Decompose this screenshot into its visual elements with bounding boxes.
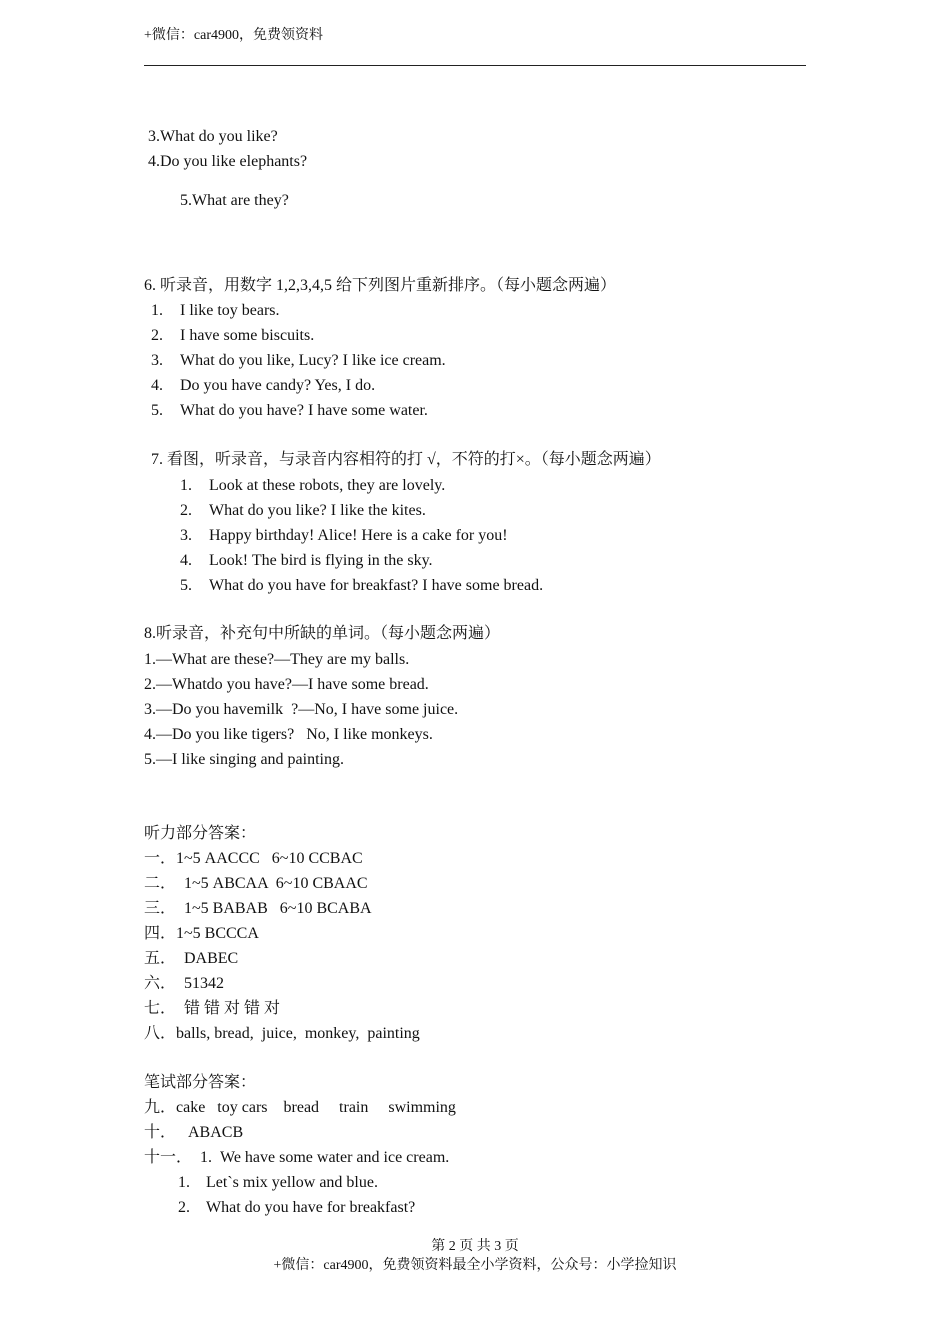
question-5: 5.What are they?	[180, 192, 289, 209]
list-item: 1.—What are these?—They are my balls.	[144, 651, 410, 668]
header-text: +微信：car4900，免费领资料	[144, 28, 323, 43]
section6-title: 6. 听录音，用数字 1,2,3,4,5 给下列图片重新排序。（每小题念两遍）	[144, 277, 617, 294]
list-item-number: 1.	[180, 477, 192, 494]
listening-answers-title: 听力部分答案：	[144, 825, 257, 842]
list-item: 5.—I like singing and painting.	[144, 751, 344, 768]
answer-line: 三． 1~5 BABAB 6~10 BCABA	[144, 900, 372, 917]
section8-title: 8.听录音，补充句中所缺的单词。（每小题念两遍）	[144, 625, 501, 642]
answer-line: 一．1~5 AACCC 6~10 CCBAC	[144, 850, 363, 867]
list-item: What do you have for breakfast? I have some bread.	[209, 577, 544, 594]
answer-line: 四．1~5 BCCCA	[144, 925, 259, 942]
list-item-number: 3.	[151, 352, 163, 369]
list-item-number: 2.	[178, 1199, 190, 1216]
section7-title: 7. 看图，听录音，与录音内容相符的打 √，不符的打×。（每小题念两遍）	[151, 451, 661, 468]
list-item: 4.—Do you like tigers? No, I like monkeys.	[144, 726, 433, 743]
answer-line: 十． ABACB	[144, 1124, 244, 1141]
question-3: 3.What do you like?	[148, 128, 278, 145]
answer-line: 二． 1~5 ABCAA 6~10 CBAAC	[144, 875, 368, 892]
list-item: Happy birthday! Alice! Here is a cake for you!	[209, 527, 508, 544]
answer-line: 六． 51342	[144, 975, 225, 992]
page-number: 第 2 页 共 3 页	[431, 1239, 519, 1254]
list-item-number: 3.	[180, 527, 192, 544]
list-item: Do you have candy? Yes, I do.	[180, 377, 376, 394]
answer-line: 九．cake toy cars bread train swimming	[144, 1099, 456, 1116]
answer-line: 八．balls, bread, juice, monkey, painting	[144, 1025, 420, 1042]
list-item: Let`s mix yellow and blue.	[206, 1174, 378, 1191]
question-4: 4.Do you like elephants?	[148, 153, 308, 170]
answer-line: 五． DABEC	[144, 950, 239, 967]
list-item-number: 4.	[151, 377, 163, 394]
list-item: What do you like? I like the kites.	[209, 502, 426, 519]
answer-line: 十一． 1. We have some water and ice cream.	[144, 1149, 450, 1166]
list-item: What do you like, Lucy? I like ice cream.	[180, 352, 446, 369]
list-item: Look at these robots, they are lovely.	[209, 477, 446, 494]
list-item: 3.—Do you havemilk ?—No, I have some juice.	[144, 701, 459, 718]
list-item-number: 2.	[151, 327, 163, 344]
list-item-number: 4.	[180, 552, 192, 569]
list-item: I like toy bears.	[180, 302, 280, 319]
list-item-number: 2.	[180, 502, 192, 519]
list-item: I have some biscuits.	[180, 327, 315, 344]
list-item-number: 1.	[178, 1174, 190, 1191]
written-answers-title: 笔试部分答案：	[144, 1074, 257, 1091]
list-item: Look! The bird is flying in the sky.	[209, 552, 433, 569]
list-item: 2.—Whatdo you have?—I have some bread.	[144, 676, 429, 693]
footer-text: +微信：car4900，免费领资料最全小学资料，公众号：小学捡知识	[273, 1258, 677, 1273]
list-item-number: 5.	[151, 402, 163, 419]
header-divider	[144, 65, 806, 66]
list-item: What do you have? I have some water.	[180, 402, 428, 419]
list-item-number: 1.	[151, 302, 163, 319]
answer-line: 七． 错 错 对 错 对	[144, 1000, 281, 1017]
list-item: What do you have for breakfast?	[206, 1199, 416, 1216]
list-item-number: 5.	[180, 577, 192, 594]
